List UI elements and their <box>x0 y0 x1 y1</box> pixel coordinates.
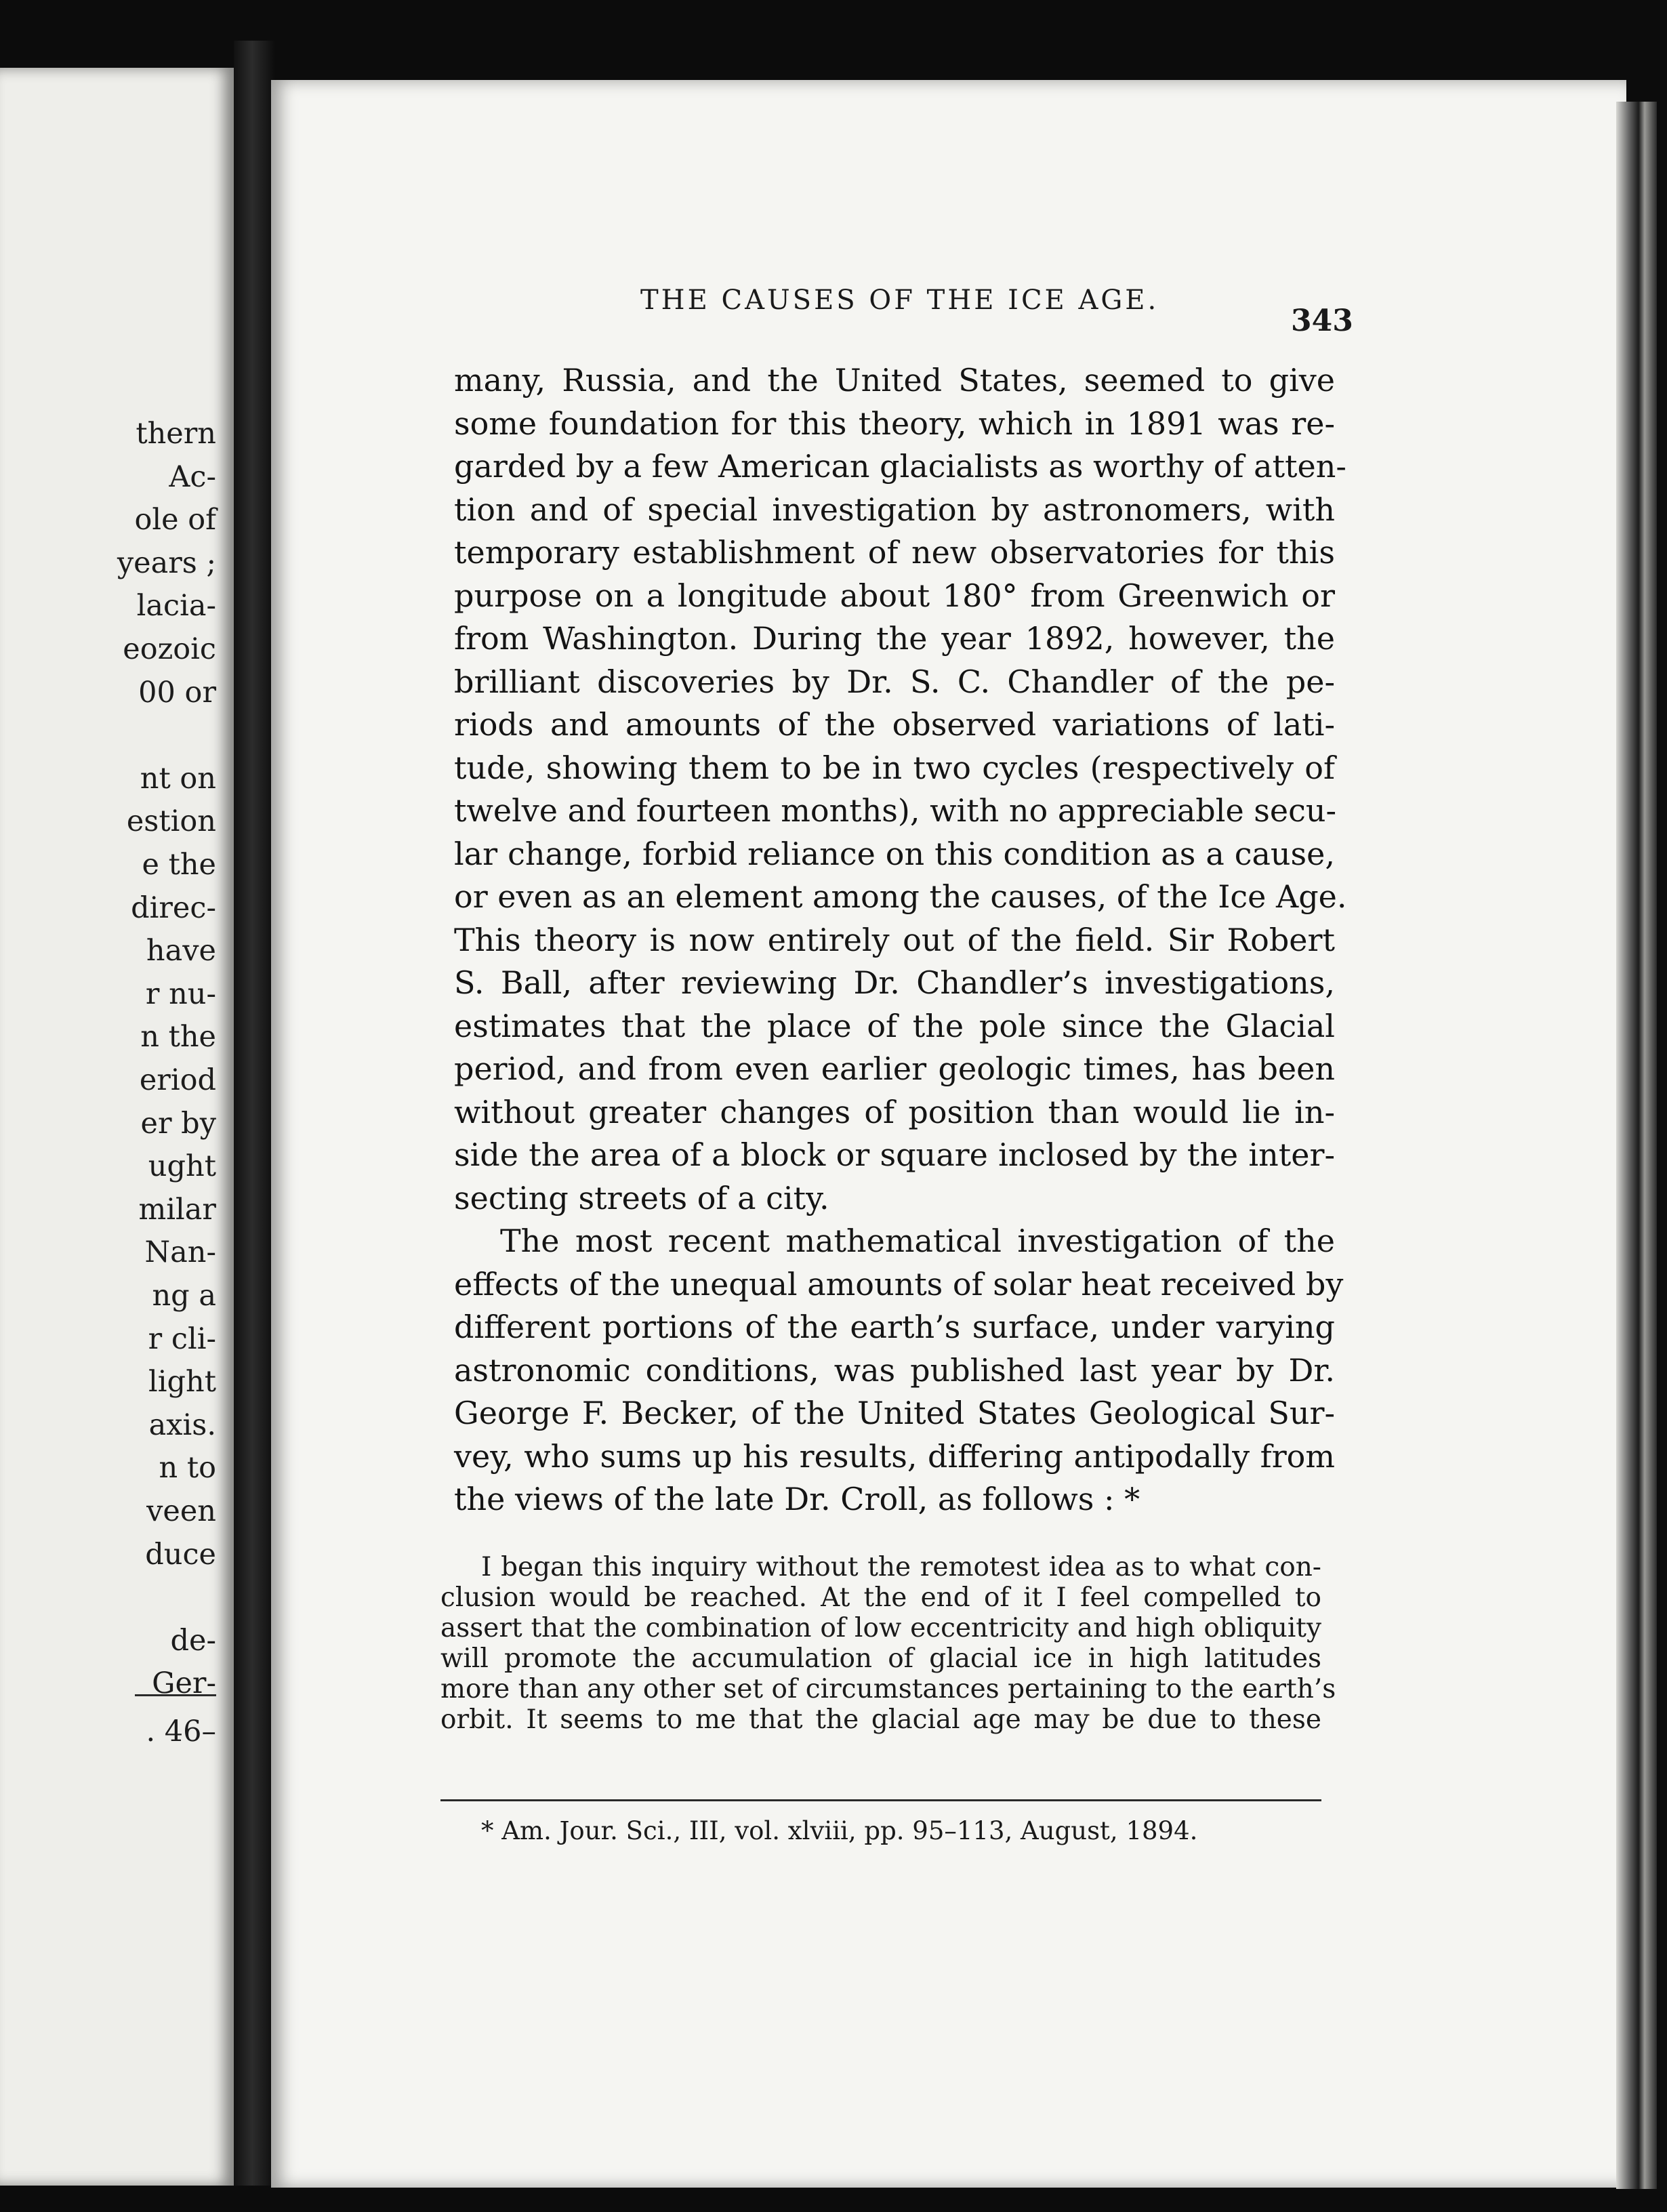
left-page-line-fragment: er by <box>140 1106 216 1141</box>
body-line: temporary establishment of new observatories for this <box>454 534 1335 571</box>
body-line: the views of the late Dr. Croll, as follows : * <box>454 1481 1140 1517</box>
book-gutter <box>234 41 274 2186</box>
left-page-line-fragment: Nan- <box>144 1235 216 1270</box>
left-page-line-fragment: de- <box>170 1623 216 1658</box>
body-line: some foundation for this theory, which in 1891 was re- <box>454 405 1335 442</box>
body-line: side the area of a block or square inclosed by the inter- <box>454 1136 1335 1173</box>
page-number: 343 <box>1291 304 1353 338</box>
left-page-line-fragment: r cli- <box>148 1322 216 1356</box>
body-line: riods and amounts of the observed variations of lati- <box>454 706 1335 743</box>
left-page-line-fragment: milar <box>138 1192 216 1227</box>
left-page-line-fragment: 00 or <box>138 675 216 710</box>
left-page-line-fragment: ole of <box>134 503 216 537</box>
left-page-line-fragment: thern <box>136 417 216 451</box>
left-page-line-fragment: e the <box>142 848 216 882</box>
body-line: George F. Becker, of the United States Geological Sur- <box>454 1395 1335 1431</box>
body-text <box>454 359 1347 1521</box>
left-page-line-fragment: duce <box>145 1537 216 1572</box>
body-line: S. Ball, after reviewing Dr. Chandler’s investigations, <box>454 964 1335 1001</box>
quote-line: clusion would be reached. At the end of it I feel compelled to <box>440 1582 1321 1613</box>
body-line: This theory is now entirely out of the field. Sir Robert <box>454 921 1335 958</box>
left-page-line-fragment: ng a <box>152 1279 216 1313</box>
body-line: different portions of the earth’s surface, under varying <box>454 1309 1335 1345</box>
body-line: brilliant discoveries by Dr. S. C. Chandler of the pe- <box>454 663 1335 700</box>
left-page-line-fragment: have <box>146 934 216 968</box>
body-line: without greater changes of position than would lie in- <box>454 1093 1335 1130</box>
left-page-line-fragment: direc- <box>131 890 216 925</box>
left-page-line-fragment: eriod <box>139 1063 216 1097</box>
left-page-line-fragment: Ger- <box>152 1666 216 1701</box>
running-head: THE CAUSES OF THE ICE AGE. <box>640 285 1159 316</box>
body-line: secting streets of a city. <box>454 1179 829 1216</box>
left-page-line-fragment: Ac- <box>169 459 216 494</box>
body-line: astronomic conditions, was published last year by Dr. <box>454 1351 1335 1389</box>
left-page-line-fragment: n the <box>140 1020 216 1054</box>
footnote: * Am. Jour. Sci., III, vol. xlviii, pp. 95–113, August, 1894. <box>481 1816 1198 1845</box>
body-line: or even as an element among the causes, of the Ice Age. <box>454 878 1347 915</box>
left-page-line-fragment: nt on <box>140 761 216 796</box>
body-line: twelve and fourteen months), with no appreciable secu- <box>454 792 1337 829</box>
quote-line: assert that the combination of low eccentricity and high obliquity <box>440 1613 1321 1643</box>
quote-line: will promote the accumulation of glacial ice in high latitudes <box>440 1643 1321 1674</box>
left-page-line-fragment: years ; <box>117 546 216 580</box>
left-page-line-fragment: lacia- <box>136 589 216 623</box>
left-page-line-fragment: ught <box>148 1149 216 1184</box>
quote-line: orbit. It seems to me that the glacial age may be due to these <box>440 1704 1321 1735</box>
footnote-rule <box>440 1799 1321 1801</box>
body-line: The most recent mathematical investigation of the <box>500 1223 1335 1259</box>
left-page-line-fragment: light <box>148 1365 216 1399</box>
body-line: tion and of special investigation by astronomers, with <box>454 491 1335 528</box>
left-page-line-fragment: estion <box>126 804 216 839</box>
body-line: effects of the unequal amounts of solar heat received by <box>454 1265 1344 1303</box>
left-page-line-fragment: eozoic <box>123 632 216 666</box>
left-page-footnote-fragment: . 46– <box>146 1715 216 1748</box>
body-line: estimates that the place of the pole since the Glacial <box>454 1007 1335 1044</box>
left-page-line-fragment: r nu- <box>145 977 216 1011</box>
page-edges <box>1616 102 1657 2189</box>
left-page-footnote-rule <box>135 1694 216 1696</box>
quote-line: more than any other set of circumstances pertaining to the earth’s <box>440 1674 1336 1704</box>
quote-line: I began this inquiry without the remotest idea as to what con- <box>481 1552 1321 1582</box>
body-line: purpose on a longitude about 180° from Greenwich or <box>454 577 1335 614</box>
body-line: from Washington. During the year 1892, however, the <box>454 620 1335 657</box>
left-page-line-fragment: veen <box>146 1494 216 1528</box>
body-line: vey, who sums up his results, differing antipodally from <box>454 1437 1335 1475</box>
left-page-line-fragment: n to <box>159 1451 216 1486</box>
body-line: many, Russia, and the United States, seemed to give <box>454 362 1335 398</box>
left-page-line-fragment: axis. <box>148 1408 216 1442</box>
body-line: lar change, forbid reliance on this condition as a cause, <box>454 835 1335 872</box>
block-quote <box>440 1552 1336 1735</box>
body-line: period, and from even earlier geologic times, has been <box>454 1050 1335 1087</box>
body-line: garded by a few American glacialists as worthy of atten- <box>454 448 1346 485</box>
body-line: tude, showing them to be in two cycles (respectively of <box>454 749 1335 786</box>
left-page <box>0 68 234 2186</box>
